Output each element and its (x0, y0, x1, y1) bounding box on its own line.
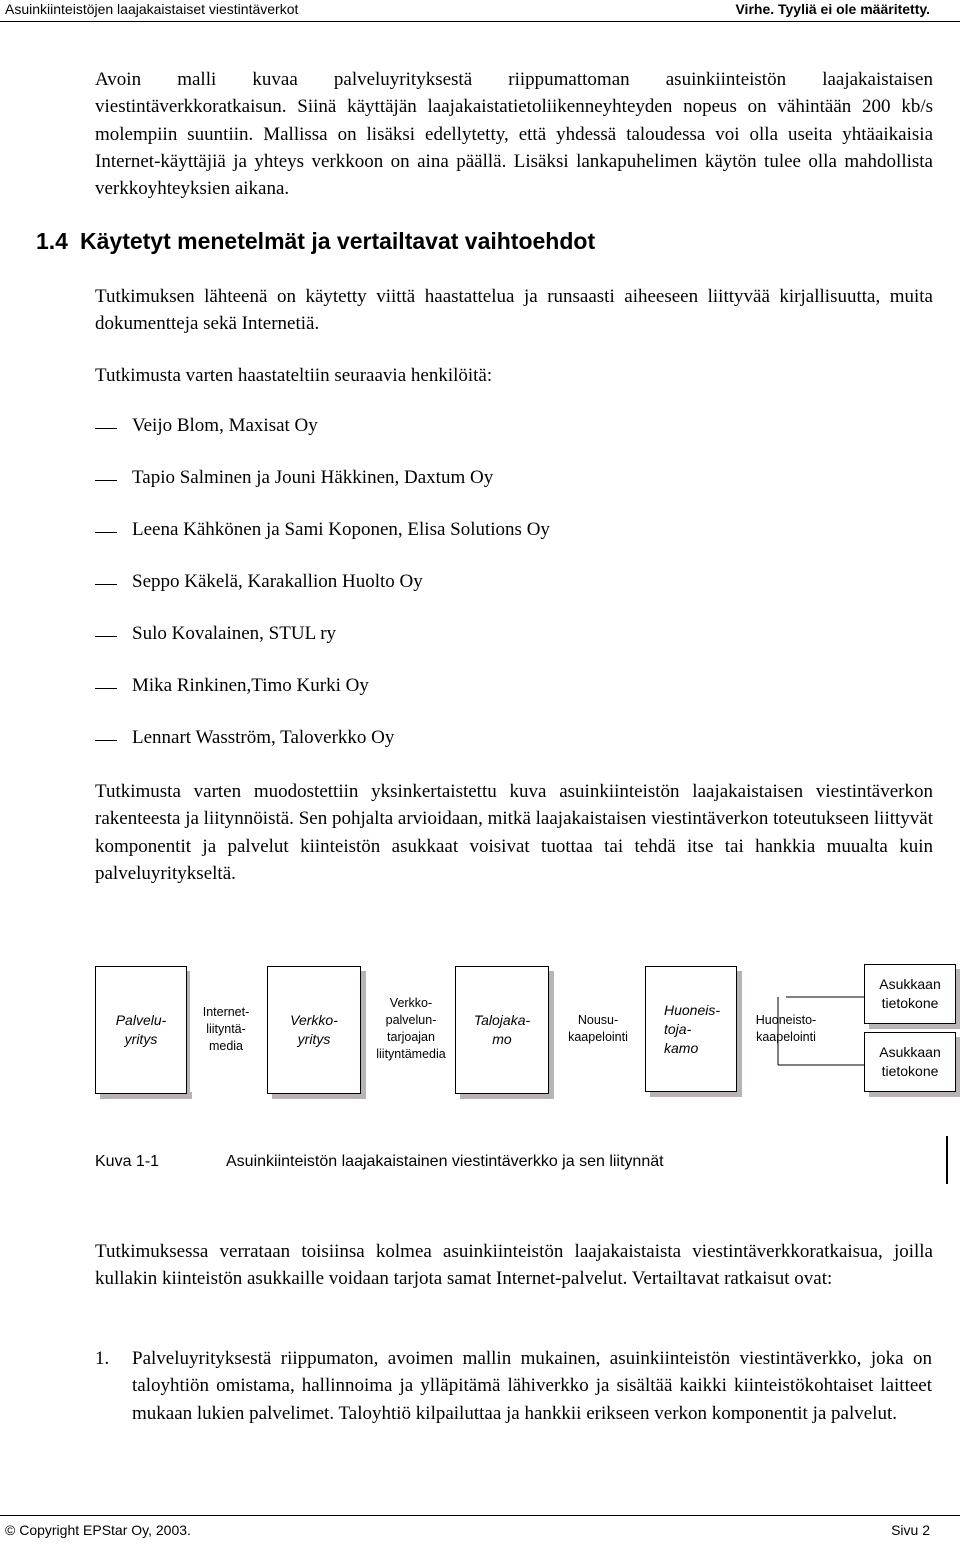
sources-paragraph: Tutkimuksen lähteenä on käytetty viittä haastattelua ja runsaasti aiheeseen liittyvää kirjallisuutta, muita dokumentteja sekä Internetiä. (95, 286, 933, 335)
diagram-box-network-company: Verkko- yritys (267, 966, 361, 1094)
diagram-box-service-company: Palvelu- yritys (95, 966, 187, 1094)
interviewee-text: Mika Rinkinen,Timo Kurki Oy (132, 675, 369, 696)
header-error-text: Virhe. Tyyliä ei ole määritetty. (735, 1, 930, 17)
model-paragraph: Tutkimusta varten muodostettiin yksinkertaistettu kuva asuinkiinteistön laajakaistaisen viestintäverkon rakenteesta ja liitynnöistä. Sen pohjalta arvioidaan, mitkä laajakaistaisen viestintäverkon toteutukseen liittyvät komponentit ja palvelut kiinteistön asukkaat voisivat tuottaa tai tehdä itse tai hankkia muualta kuin palveluyritykseltä. (95, 781, 933, 884)
diagram-box-resident-computer: Asukkaan tietokone (864, 964, 956, 1024)
section-number: 1.4 (36, 228, 68, 254)
list-number: 1. (95, 1348, 110, 1369)
interviewee-text: Sulo Kovalainen, STUL ry (132, 623, 337, 644)
diagram-box-building-distributor: Talojaka- mo (455, 966, 549, 1094)
interviewee-text: Seppo Käkelä, Karakallion Huolto Oy (132, 571, 423, 592)
interviewee-text: Veijo Blom, Maxisat Oy (132, 415, 318, 436)
diagram-box-provider-access-media: Verkko- palvelun- tarjoajan liityntämedia (370, 966, 452, 1092)
interviewee-text: Lennart Wasström, Taloverkko Oy (132, 727, 395, 748)
diagram-box-apartment-cabling: Huoneisto- kaapelointi (755, 1013, 817, 1044)
list-item-text: Palveluyrityksestä riippumaton, avoimen mallin mukainen, asuinkiinteistön viestintäverkko, joka on taloyhtiön omistama, hallinnoima ja ylläpitämä lähiverkko ja sisältää kaikki kiinteistökohtaiset laitteet mukaan lukien palvelimet. Taloyhtiö kilpailuttaa ja hankkii erikseen verkon komponentit ja palvelut. (132, 1348, 932, 1424)
footer-rule (0, 1515, 960, 1516)
diagram-box-apartment-distributor: Huoneis- toja- kamo (645, 966, 737, 1092)
interviewee-text: Leena Kähkönen ja Sami Koponen, Elisa Solutions Oy (132, 519, 550, 540)
interviewee-text: Tapio Salminen ja Jouni Häkkinen, Daxtum Oy (132, 467, 494, 488)
diagram-box-resident-computer: Asukkaan tietokone (864, 1032, 956, 1092)
change-bar (946, 1136, 948, 1184)
section-title: Käytetyt menetelmät ja vertailtavat vaihtoehdot (80, 228, 596, 254)
header-document-title: Asuinkiinteistöjen laajakaistaiset viestintäverkot (5, 1, 299, 17)
footer-page-number: Sivu 2 (891, 1522, 930, 1538)
diagram-box-internet-access-media: Internet- liityntä- media (190, 966, 262, 1092)
intro-paragraph: Avoin malli kuvaa palveluyrityksestä riippumattoman asuinkiinteistön laajakaistaisen viestintäverkkoratkaisun. Siinä käyttäjän laajakaistatietoliikenneyhteyden nopeus on vähintään 200 kb/s molempiin suuntiin. Mallissa on lisäksi edellytetty, että yhdessä taloudessa voi olla useita yhtäaikaisia Internet-käyttäjiä ja yhteys verkkoon on aina päällä. Lisäksi lankapuhelimen käytön tulee olla mahdollista verkkoyhteyksien aikana. (95, 69, 933, 200)
diagram-box-riser-cabling: Nousu- kaapelointi (558, 966, 638, 1092)
footer-copyright: © Copyright EPStar Oy, 2003. (5, 1522, 191, 1538)
figure-caption-label: Kuva 1-1 (95, 1153, 160, 1170)
figure-caption-text: Asuinkiinteistön laajakaistainen viestintäverkko ja sen liitynnät (226, 1153, 664, 1170)
interviewees-intro: Tutkimusta varten haastateltiin seuraavia henkilöitä: (95, 365, 493, 386)
comparison-paragraph: Tutkimuksessa verrataan toisiinsa kolmea asuinkiinteistön laajakaistaista viestintäverkkoratkaisua, joilla kullakin kiinteistön asukkaille voidaan tarjota samat Internet-palvelut. Vertailtavat ratkaisut ovat: (95, 1241, 933, 1290)
